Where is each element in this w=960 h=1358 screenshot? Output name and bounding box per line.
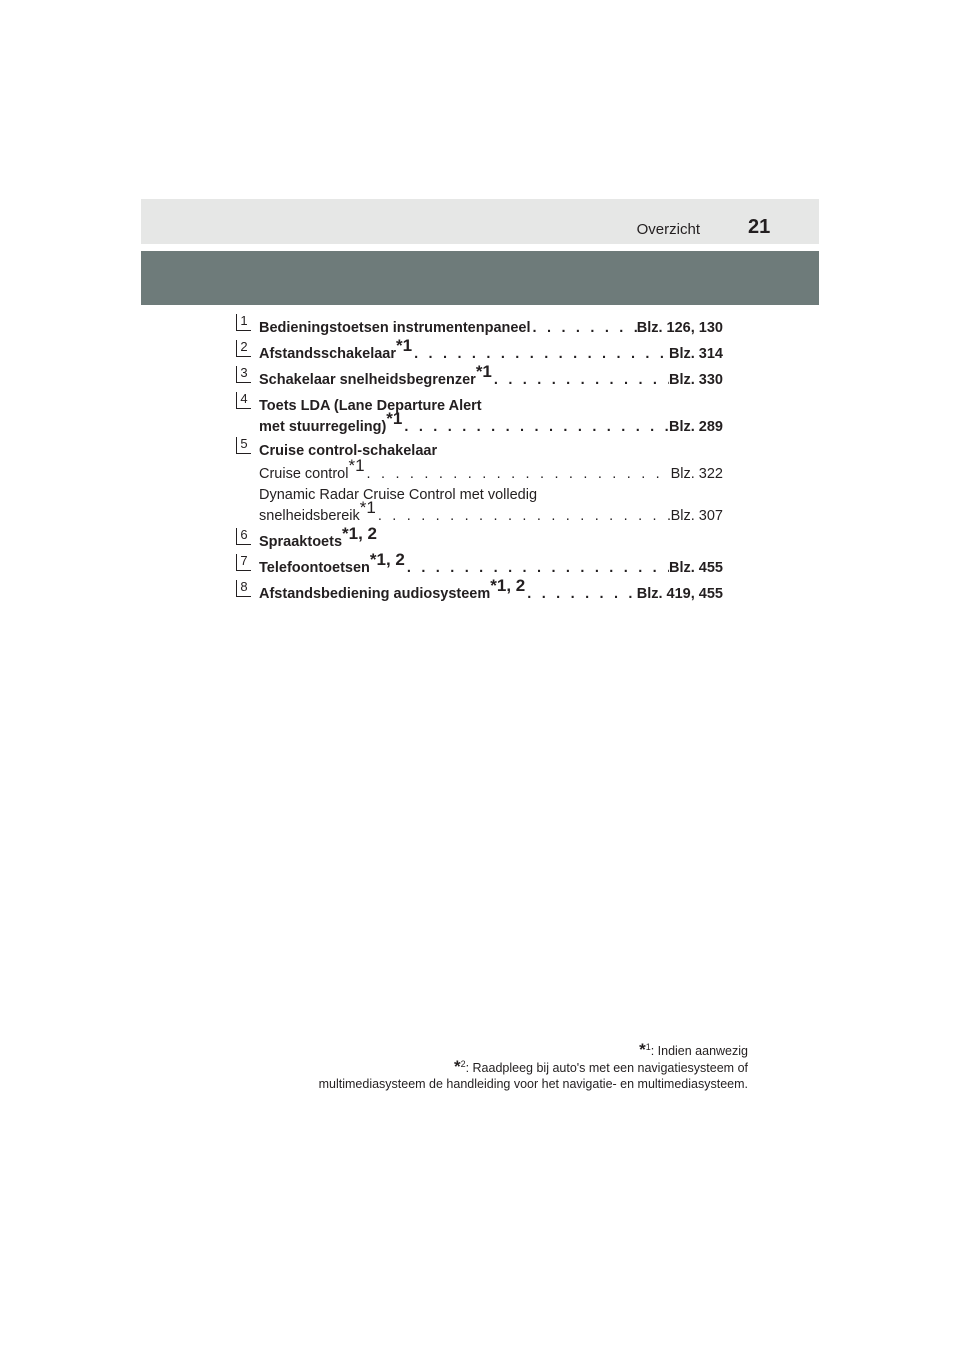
page-number: 21	[748, 216, 771, 238]
footnote-mark: 2	[460, 1058, 466, 1069]
list-item-4	[259, 396, 723, 438]
page-ref: Blz. 126, 130	[636, 320, 723, 336]
sub-item-label: Cruise control	[259, 466, 349, 482]
item-number-5: 5	[236, 437, 251, 454]
item-label-line1: Toets LDA (Lane Departure Alert	[259, 398, 482, 414]
footnote-ref: *1	[475, 362, 492, 382]
item-label-line2: met stuurregeling)	[259, 419, 387, 435]
footnote-2-line2: multimediasysteem de handleiding voor het navigatie- en multimediasysteem.	[318, 1077, 748, 1091]
sub-item-label-line1: Dynamic Radar Cruise Control met volledig	[259, 487, 538, 503]
footnote-1	[319, 1042, 748, 1059]
footnote-mark: 1	[645, 1041, 651, 1052]
leader-dots	[525, 584, 637, 605]
leader-dots	[402, 417, 669, 438]
title-bar	[141, 251, 819, 305]
item-label: Afstandsschakelaar	[259, 346, 397, 362]
list-item-1	[259, 318, 723, 339]
page-ref: Blz. 419, 455	[636, 586, 723, 602]
item-label: Bedieningstoetsen instrumentenpaneel	[259, 320, 531, 336]
header-band	[141, 199, 819, 244]
item-label: Schakelaar snelheidsbegrenzer	[259, 372, 476, 388]
item-number-6: 6	[236, 528, 251, 545]
item-label: Spraaktoets	[259, 534, 343, 550]
page-ref: Blz. 307	[670, 508, 723, 524]
list-item-3	[259, 362, 723, 391]
item-number-8: 8	[236, 580, 251, 597]
list-item-5	[259, 441, 723, 527]
footnote-ref: *1	[359, 498, 376, 518]
page-ref: Blz. 455	[669, 560, 723, 576]
footnote-ref: *1	[348, 456, 365, 476]
leader-dots	[376, 506, 671, 527]
footnote-star: *	[639, 1040, 646, 1059]
item-number-3: 3	[236, 366, 251, 383]
list-item-8	[259, 576, 723, 605]
page-ref: Blz. 330	[669, 372, 723, 388]
footnote-ref: *1	[386, 409, 403, 429]
item-number-4: 4	[236, 392, 251, 409]
item-label: Afstandsbediening audiosysteem	[259, 586, 491, 602]
item-number-2: 2	[236, 340, 251, 357]
footnote-ref: *1, 2	[342, 524, 377, 544]
page-ref: Blz. 314	[669, 346, 723, 362]
footnote-2	[319, 1059, 748, 1076]
list-item-6	[259, 524, 723, 553]
footnote-text: : Indien aanwezig	[650, 1044, 748, 1058]
leader-dots	[405, 558, 669, 579]
page-ref: Blz. 322	[670, 466, 723, 482]
footnotes	[319, 1042, 748, 1092]
item-number-7: 7	[236, 554, 251, 571]
footnote-ref: *1	[396, 336, 413, 356]
leader-dots	[365, 464, 671, 485]
item-number-1: 1	[236, 314, 251, 331]
footnote-ref: *1, 2	[490, 576, 526, 596]
page-ref: Blz. 289	[669, 419, 723, 435]
section-title: Overzicht	[636, 221, 700, 238]
footnote-star: *	[453, 1057, 461, 1076]
footnote-text: : Raadpleeg bij auto's met een navigatiesysteem of	[465, 1061, 748, 1075]
item-label: Cruise control-schakelaar	[259, 443, 438, 459]
leader-dots	[412, 344, 669, 365]
item-label: Telefoontoetsen	[259, 560, 370, 576]
leader-dots	[531, 318, 637, 339]
footnote-ref: *1, 2	[369, 550, 405, 570]
leader-dots	[492, 370, 669, 391]
sub-item-label-line2: snelheidsbereik	[259, 508, 360, 524]
